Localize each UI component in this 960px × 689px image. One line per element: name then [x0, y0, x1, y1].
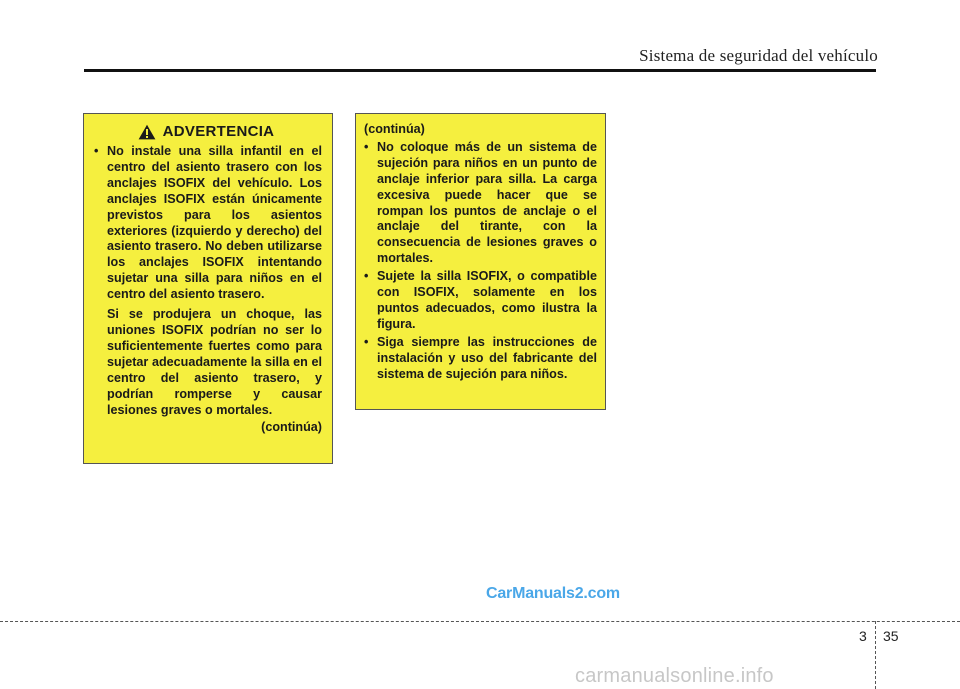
footer-site-watermark: carmanualsonline.info — [575, 665, 774, 687]
footer-rule — [0, 621, 960, 622]
footer-divider — [875, 621, 876, 689]
continued-item — [364, 335, 597, 383]
header-rule — [84, 69, 876, 72]
continued-list — [364, 140, 597, 383]
continued-item — [364, 140, 597, 267]
continued-item-text: No coloque más de un sistema de sujeción para niños en un punto de anclaje inferior para silla. La carga excesiva puede hacer que se rompan los puntos de anclaje o el anclaje del tirante, con la consecuencia de lesiones graves o mortales. — [377, 139, 597, 266]
warning-item-text: No instale una silla infantil en el centro del asiento trasero con los anclajes ISOFIX del vehículo. Los anclajes ISOFIX están únicamente previstos para los asientos exteriores (izquierdo y derecho) del asiento trasero. No deben utilizarse los anclajes ISOFIX intentando sujetar una silla para niños en el centro del asiento trasero. — [107, 144, 322, 302]
continued-warning-box — [355, 113, 606, 410]
bullet: • — [364, 139, 369, 154]
warning-item — [94, 144, 322, 418]
warning-list — [94, 144, 322, 418]
continued-heading: (continúa) — [364, 122, 425, 136]
chapter-number: 3 — [859, 628, 867, 644]
warning-title: ADVERTENCIA — [162, 123, 275, 141]
continued-item — [364, 269, 597, 333]
warning-triangle-icon — [138, 124, 156, 140]
bullet: • — [94, 144, 99, 158]
watermark-link[interactable]: CarManuals2.com — [486, 585, 620, 602]
continues-label: (continúa) — [261, 420, 322, 435]
bullet: • — [364, 269, 369, 284]
warning-item-text-continued: Si se produjera un choque, las uniones ISOFIX podrían no ser lo suficientemente fuertes como para sujetar adecuadamente la silla en el centro del asiento trasero, y podrían romperse y causar lesiones graves o mortales. — [107, 307, 322, 417]
page-header-title: Sistema de seguridad del vehículo — [639, 46, 878, 65]
continued-item-text: Siga siempre las instrucciones de instalación y uso del fabricante del sistema de sujeción para niños. — [377, 334, 597, 381]
continued-item-text: Sujete la silla ISOFIX, o compatible con ISOFIX, solamente en los puntos adecuados, como ilustra la figura. — [377, 269, 597, 331]
bullet: • — [364, 334, 369, 349]
page-number: 35 — [883, 628, 899, 644]
warning-heading — [90, 124, 322, 140]
warning-box — [83, 113, 333, 464]
